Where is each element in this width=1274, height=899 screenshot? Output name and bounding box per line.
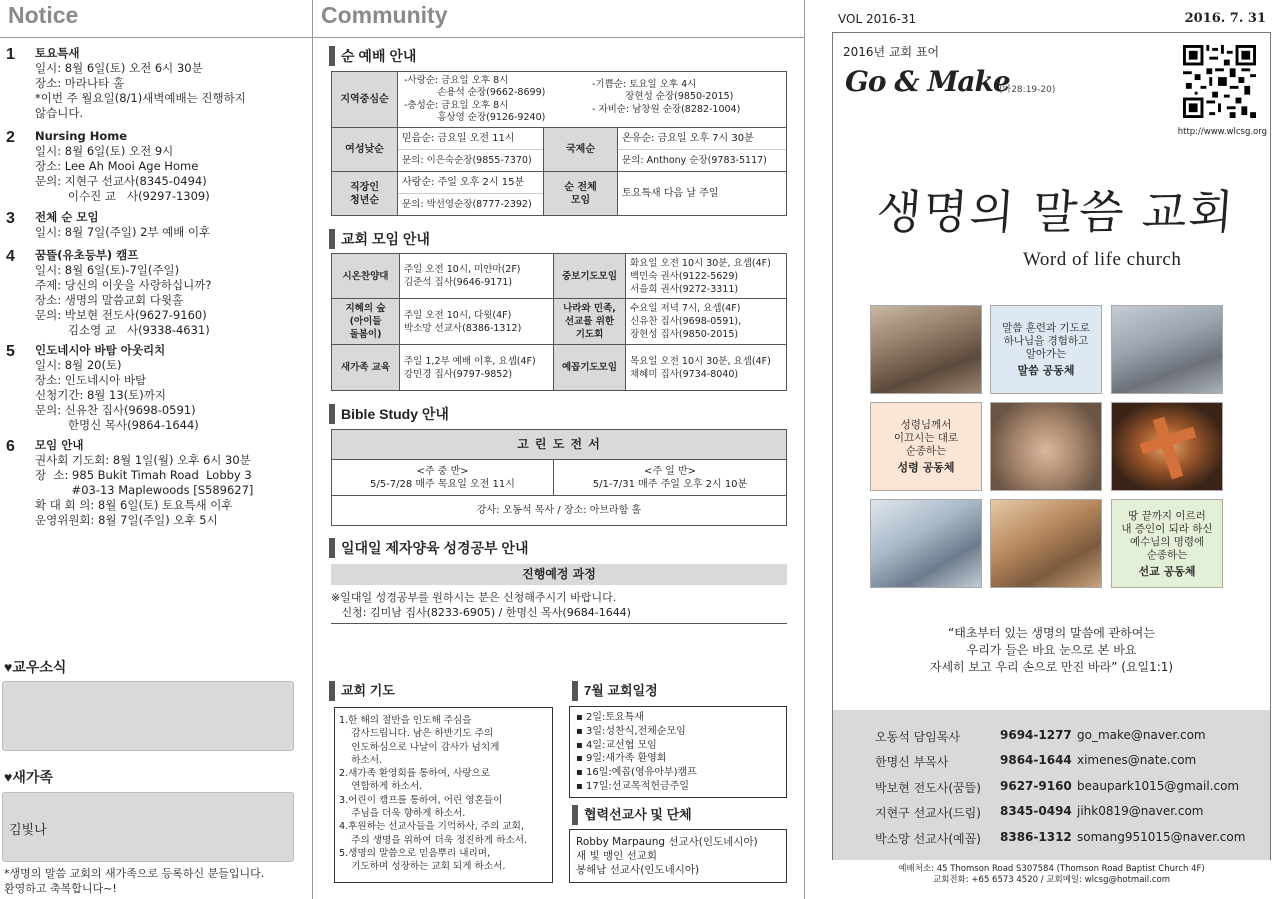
photo-cross [1111, 402, 1223, 491]
notice-title: 인도네시아 바탐 아웃리치 [35, 343, 166, 357]
divider [331, 623, 787, 624]
schedule-item: ▪ 2일:토요특새 [576, 712, 645, 723]
prayer-item: 2.새가족 환영회를 통하여, 사랑으로 연합하게 하소서. [339, 768, 491, 793]
motto-reference: (마28:19-20) [999, 85, 1056, 95]
section-title-missions: 협력선교사 및 단체 [572, 805, 692, 825]
table-cell: -기쁨순: 토요일 오후 4시 장현성 순장(9850-2015) - 자비순: 남창원 순장(8282-1004) [592, 78, 741, 115]
contact-phone: 8345-0494 [1000, 804, 1072, 818]
table-label: 국제순 [544, 128, 618, 172]
notice-title: 토요특새 [35, 46, 80, 60]
table-label: 지혜의 숲 (아이들 돌봄이) [332, 299, 400, 345]
table-label: 나라와 민족, 선교를 위한 기도회 [554, 299, 626, 345]
photo-group [990, 402, 1102, 491]
contact-name: 오동석 담임목사 [875, 730, 960, 744]
cover-page [832, 32, 1271, 860]
apply-line: ※일대일 성경공부를 원하시는 분은 신청해주시기 바랍니다. [331, 591, 617, 604]
contact-phone: 8386-1312 [1000, 830, 1072, 844]
notice-text: 일시: 8월 20(토) 장소: 인도네시아 바탐 신청기간: 8월 13(토)까지 문의: 신유찬 집사(9698-0591) 한명신 목사(9864-1644) [35, 358, 199, 432]
table-cell: 주일 1,2부 예배 이후, 요셉(4F) 강민경 집사(9797-9852) [400, 345, 554, 391]
schedule-item: ▪ 17일:선교목적헌금주일 [576, 780, 690, 792]
member-news-title: ♥교우소식 [4, 659, 67, 675]
section-title-bible-study: Bible Study 안내 [329, 404, 449, 424]
schedule-item: ▪ 3일:성찬식,전체순모임 [576, 725, 686, 737]
section-title-church-prayer: 교회 기도 [329, 681, 395, 701]
motto: Go & Make [845, 65, 1010, 98]
contact-name: 박소망 선교사(예꼽) [875, 832, 981, 846]
card-title: 말씀 공동체 [1017, 364, 1075, 377]
table-label: 순 전체 모임 [544, 172, 618, 216]
notice-text: 일시: 8월 6일(토) 오전 6시 30분 장소: 마라나타 홀 *이번 주 월요일(8/1)새벽예배는 진행하지 않습니다. [35, 61, 246, 120]
table-cell: 토요특새 다음 날 주일 [618, 172, 787, 216]
table-label: 새가족 교육 [332, 345, 400, 391]
table-cell: 강사: 오동석 목사 / 장소: 아브라함 홀 [332, 496, 787, 526]
photo-outreach [990, 499, 1102, 588]
table-label: 예꼽기도모임 [554, 345, 626, 391]
notice-heading: Notice [0, 0, 312, 38]
table-label: 지역중심순 [332, 72, 398, 128]
bulletin-date: 2016. 7. 31 [1184, 11, 1266, 26]
bible-study-table [331, 429, 787, 526]
card-mission-community [1111, 499, 1223, 588]
table-cell: 사랑순: 주일 오후 2시 15분 [398, 172, 543, 194]
table-cell: 주일 오전 10시, 미얀마(2F) 김준석 집사(9646-9171) [400, 254, 554, 299]
newcomers-title: ♥새가족 [4, 769, 53, 785]
table-cell: 화요일 오전 10시 30분, 요셉(4F) 백민숙 권사(9122-5629) 서을희 권사(9272-3311) [626, 254, 787, 299]
notice-text: 일시: 8월 6일(토)-7일(주일) 주제: 당신의 이웃을 사랑하십니까? 장소: 생명의 말씀교회 다윗홀 문의: 박보현 전도사(9627-9160) 김소영 교 사(9338-4631) [35, 263, 212, 337]
table-cell: 수요일 저녁 7시, 요셉(4F) 신유찬 집사(9698-0591), 장현성 집사(9850-2015) [626, 299, 787, 345]
notice-number: 4 [6, 248, 15, 265]
table-cell: 온유순: 금요일 오후 7시 30분 [618, 128, 786, 150]
photo-congregation [870, 305, 982, 394]
contact-phone: 9627-9160 [1000, 779, 1072, 793]
notice-title: 전체 순 모임 [35, 210, 99, 224]
prayer-item: 4.후원하는 선교사들을 기억하사, 주의 교회, 주의 생명을 위하여 더욱 정진하게 하소서. [339, 821, 528, 846]
table-cell: 문의: 이은숙순장(9855-7370) [402, 155, 532, 166]
contact-phone: 9694-1277 [1000, 728, 1072, 742]
contact-email: jihk0819@naver.com [1077, 804, 1204, 818]
notice-number: 6 [6, 438, 15, 455]
bible-study-book: 고 린 도 전 서 [332, 430, 787, 460]
table-cell: <주 일 반> 5/1-7/31 매주 주일 오후 2시 10분 [554, 460, 787, 496]
schedule-item: ▪ 4일:교선협 모임 [576, 739, 657, 751]
card-title: 선교 공동체 [1138, 564, 1196, 578]
address-line: 예배처소: 45 Thomson Road S307584 (Thomson Road Baptist Church 4F) [898, 864, 1205, 874]
table-cell: 주일 오전 10시, 다윗(4F) 박소망 선교사(8386-1312) [400, 299, 554, 345]
contact-email: go_make@naver.com [1077, 728, 1206, 742]
section-title-july-schedule: 7월 교회일정 [572, 681, 658, 701]
card-spirit-community [870, 402, 982, 491]
schedule-item: ▪ 9일:새가족 환영회 [576, 753, 667, 765]
missions-box: Robby Marpaung 선교사(인도네시아) 새 빛 맹인 선교회 봉해남 선교사(인도네시아) [569, 829, 787, 883]
table-label: 여성낮순 [332, 128, 398, 172]
prayer-item: 1.한 해의 절반을 인도해 주심을 감사드립니다. 남은 하반기도 주의 인도하심으로 나날이 감사가 넘치게 하소서. [339, 715, 500, 766]
contact-email: beaupark1015@gmail.com [1077, 779, 1240, 793]
newcomers-box [2, 792, 294, 862]
notice-number: 5 [6, 343, 15, 360]
church-name-korean: 생명의 말씀 교회 [874, 185, 1237, 239]
contact-email: ximenes@nate.com [1077, 753, 1197, 767]
member-news-box [2, 681, 294, 751]
church-name-english: Word of life church [1023, 249, 1182, 270]
section-title-cell-worship: 순 예배 안내 [329, 46, 416, 66]
contact-name: 박보현 전도사(꿈뜰) [875, 781, 981, 795]
card-word-community [990, 305, 1102, 394]
cell-worship-table [331, 71, 787, 216]
prayer-box [334, 707, 553, 883]
schedule-item: ▪ 16일:예꼽(영유아부)캠프 [576, 767, 697, 779]
section-title-one-to-one: 일대일 제자양육 성경공부 안내 [329, 538, 528, 558]
prayer-item: 3.어린이 캠프를 통하여, 어린 영혼들이 주님을 더욱 향하게 하소서. [339, 794, 503, 820]
table-cell: 문의: 박선영순장(8777-2392) [402, 199, 532, 210]
notice-number: 1 [6, 46, 15, 63]
table-label: 중보기도모임 [554, 254, 626, 299]
community-column [313, 0, 804, 899]
notice-number: 2 [6, 129, 15, 146]
church-address [832, 864, 1271, 886]
card-title: 성령 공동체 [897, 461, 955, 474]
motto-label: 2016년 교회 표어 [843, 45, 940, 59]
card-text: 땅 끝까지 이르러 내 증인이 되라 하신 예수님의 명령에 순종하는 [1121, 509, 1213, 561]
cover-column [805, 0, 1274, 899]
card-text: 말씀 훈련과 기도로 하나님을 경험하고 알아가는 [1002, 322, 1090, 360]
table-cell: -사랑순: 금요일 오후 8시 손용석 순장(9662-8699) -충성순: 금요일 오후 8시 홍상영 순장(9126-9240) [404, 74, 546, 123]
notice-number: 3 [6, 210, 15, 227]
contact-name: 지현구 선교사(드림) [875, 806, 981, 820]
table-cell: 목요일 오전 10시 30분, 요셉(4F) 채혜미 집사(9734-8040) [626, 345, 787, 391]
photo-children [870, 499, 982, 588]
contact-line: 교회전화: +65 6573 4520 / 교회메일: wlcsg@hotmail.com [933, 875, 1170, 885]
notice-text: 권사회 기도회: 8월 1일(월) 오후 6시 30분 장 소: 985 Bukit Timah Road Lobby 3 #03-13 Maplewoods [S589627] 확 대 회 의: 8월 6일(토) 토요특새 이후 운영위원회: 8월 7일(주일) 오후 5시 [35, 453, 254, 527]
schedule-box [569, 706, 787, 798]
volume-number: VOL 2016-31 [838, 12, 917, 26]
card-text: 성령님께서 이끄시는 대로 순종하는 [893, 419, 959, 457]
qr-code-icon [1183, 45, 1256, 118]
apply-line: 신청: 김미남 집사(8233-6905) / 한명신 목사(9684-1644) [331, 606, 631, 619]
notice-title: 꿈뜰(유초등부) 캠프 [35, 248, 139, 262]
contact-email: somang951015@naver.com [1077, 830, 1246, 844]
community-heading: Community [313, 0, 804, 38]
notice-text: 일시: 8월 7일(주일) 2부 예배 이후 [35, 225, 211, 239]
church-website: http://www.wlcsg.org [1177, 127, 1267, 137]
photo-bible-study [1111, 305, 1223, 394]
table-cell: <주 중 반> 5/5-7/28 매주 목요일 오전 11시 [332, 460, 554, 496]
one-to-one-apply-text [331, 590, 787, 620]
contacts-panel [833, 710, 1270, 860]
course-header: 진행예정 과정 [331, 564, 787, 585]
table-label: 직장인 청년순 [332, 172, 398, 216]
notice-text: 일시: 8월 6일(토) 오전 9시 장소: Lee Ah Mooi Age Home 문의: 지현구 선교사(8345-0494) 이수진 교 사(9297-1309) [35, 144, 210, 203]
scripture-verse: “태초부터 있는 생명의 말씀에 관하여는 우리가 들은 바요 눈으로 본 바요 자세히 보고 우리 손으로 만진 바라” (요일1:1) [929, 626, 1174, 674]
notice-column [0, 0, 312, 899]
section-title-church-meetings: 교회 모임 안내 [329, 229, 430, 249]
table-cell: 믿음순: 금요일 오전 11시 [398, 128, 543, 150]
newcomers-footnote: *생명의 말씀 교회의 새가족으로 등록하신 분들입니다. 환영하고 축복합니다~! [4, 867, 265, 895]
notice-title: 모임 안내 [35, 438, 84, 452]
notice-title: Nursing Home [35, 129, 127, 143]
church-meetings-table [331, 253, 787, 391]
contact-phone: 9864-1644 [1000, 753, 1072, 767]
table-cell: 문의: Anthony 순장(9783-5117) [622, 155, 767, 166]
table-label: 시온찬양대 [332, 254, 400, 299]
contact-name: 한명신 부목사 [875, 755, 949, 769]
prayer-item: 5.생명의 말씀으로 믿음뿌리 내리며, 기도하며 성장하는 교회 되게 하소서. [339, 847, 506, 873]
newcomers-text: 김빛나 [9, 823, 47, 838]
